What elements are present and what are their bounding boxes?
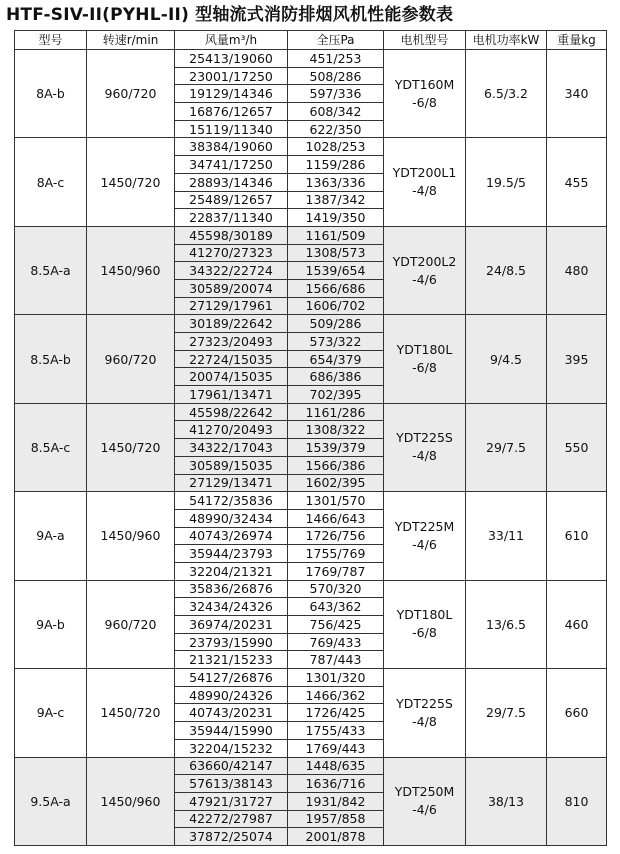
airflow-cell: 21321/15233: [175, 651, 288, 669]
pressure-cell: 654/379: [288, 350, 384, 368]
airflow-cell: 54172/35836: [175, 492, 288, 510]
weight-cell: 395: [547, 315, 607, 403]
airflow-cell: 20074/15035: [175, 368, 288, 386]
table-row: [15, 757, 607, 775]
motor-poles-line: -4/8: [412, 183, 437, 199]
airflow-cell: 15119/11340: [175, 120, 288, 138]
pressure-cell: 622/350: [288, 120, 384, 138]
airflow-cell: 34322/22724: [175, 262, 288, 280]
pressure-cell: 1466/362: [288, 686, 384, 704]
power-cell: 29/7.5: [466, 669, 547, 757]
motor-model-line: YDT180L: [396, 342, 453, 358]
pressure-cell: 787/443: [288, 651, 384, 669]
model-cell: 8A-c: [15, 138, 87, 226]
pressure-cell: 1387/342: [288, 191, 384, 209]
pressure-cell: 1755/769: [288, 545, 384, 563]
airflow-cell: 27129/17961: [175, 297, 288, 315]
motor-cell: [384, 315, 466, 403]
motor-poles-line: -6/8: [412, 360, 437, 376]
pressure-cell: 643/362: [288, 598, 384, 616]
weight-cell: 550: [547, 403, 607, 491]
airflow-cell: 38384/19060: [175, 138, 288, 156]
performance-table: [14, 30, 607, 846]
airflow-cell: 34741/17250: [175, 156, 288, 174]
airflow-cell: 22837/11340: [175, 209, 288, 227]
airflow-cell: 32204/15232: [175, 739, 288, 757]
airflow-cell: 34322/17043: [175, 439, 288, 457]
pressure-cell: 756/425: [288, 616, 384, 634]
pressure-cell: 1363/336: [288, 173, 384, 191]
airflow-cell: 25489/12657: [175, 191, 288, 209]
weight-cell: 660: [547, 669, 607, 757]
airflow-cell: 16876/12657: [175, 103, 288, 121]
pressure-cell: 1028/253: [288, 138, 384, 156]
airflow-cell: 22724/15035: [175, 350, 288, 368]
motor-model-line: YDT225M: [394, 518, 455, 534]
speed-cell: 960/720: [87, 50, 175, 138]
model-cell: 9A-c: [15, 669, 87, 757]
model-cell: 8A-b: [15, 50, 87, 138]
airflow-cell: 47921/31727: [175, 792, 288, 810]
motor-poles-line: -4/6: [412, 271, 437, 287]
weight-cell: 810: [547, 757, 607, 845]
header-row: [15, 31, 607, 50]
pressure-cell: 1301/320: [288, 669, 384, 687]
airflow-cell: 57613/38143: [175, 775, 288, 793]
motor-cell: [384, 403, 466, 491]
motor-cell: [384, 492, 466, 580]
table-row: [15, 492, 607, 510]
airflow-cell: 40743/20231: [175, 704, 288, 722]
motor-model-line: YDT180L: [396, 607, 453, 623]
header-pressure: 全压Pa: [288, 31, 384, 50]
airflow-cell: 35836/26876: [175, 580, 288, 598]
pressure-cell: 1957/858: [288, 810, 384, 828]
airflow-cell: 35944/23793: [175, 545, 288, 563]
table-row: [15, 50, 607, 68]
airflow-cell: 27323/20493: [175, 333, 288, 351]
table-row: [15, 315, 607, 333]
pressure-cell: 1566/686: [288, 279, 384, 297]
table-row: [15, 138, 607, 156]
speed-cell: 1450/720: [87, 138, 175, 226]
pressure-cell: 1566/386: [288, 456, 384, 474]
motor-model-line: YDT200L2: [392, 253, 457, 269]
table-row: [15, 669, 607, 687]
motor-poles-line: -4/8: [412, 448, 437, 464]
airflow-cell: 63660/42147: [175, 757, 288, 775]
header-speed: 转速r/min: [87, 31, 175, 50]
weight-cell: 455: [547, 138, 607, 226]
airflow-cell: 40743/26974: [175, 527, 288, 545]
header-airflow: 风量m³/h: [175, 31, 288, 50]
header-motor: 电机型号: [384, 31, 466, 50]
pressure-cell: 570/320: [288, 580, 384, 598]
pressure-cell: 1159/286: [288, 156, 384, 174]
airflow-cell: 36974/20231: [175, 616, 288, 634]
airflow-cell: 48990/32434: [175, 509, 288, 527]
header-model: 型号: [15, 31, 87, 50]
motor-poles-line: -4/6: [412, 802, 437, 818]
airflow-cell: 30189/22642: [175, 315, 288, 333]
airflow-cell: 25413/19060: [175, 50, 288, 68]
airflow-cell: 28893/14346: [175, 173, 288, 191]
airflow-cell: 41270/27323: [175, 244, 288, 262]
table-row: [15, 226, 607, 244]
airflow-cell: 30589/20074: [175, 279, 288, 297]
airflow-cell: 37872/25074: [175, 828, 288, 846]
airflow-cell: 35944/15990: [175, 722, 288, 740]
motor-model-line: YDT250M: [394, 784, 455, 800]
speed-cell: 1450/720: [87, 403, 175, 491]
pressure-cell: 509/286: [288, 315, 384, 333]
pressure-cell: 1606/702: [288, 297, 384, 315]
pressure-cell: 1636/716: [288, 775, 384, 793]
pressure-cell: 2001/878: [288, 828, 384, 846]
motor-cell: [384, 138, 466, 226]
motor-cell: [384, 50, 466, 138]
header-power: 电机功率kW: [466, 31, 547, 50]
motor-cell: [384, 757, 466, 845]
page-title: HTF-SIV-II(PYHL-II) 型轴流式消防排烟风机性能参数表: [6, 5, 454, 25]
pressure-cell: 1769/443: [288, 739, 384, 757]
pressure-cell: 769/433: [288, 633, 384, 651]
airflow-cell: 19129/14346: [175, 85, 288, 103]
airflow-cell: 23001/17250: [175, 67, 288, 85]
pressure-cell: 1161/286: [288, 403, 384, 421]
airflow-cell: 45598/30189: [175, 226, 288, 244]
airflow-cell: 54127/26876: [175, 669, 288, 687]
airflow-cell: 32204/21321: [175, 562, 288, 580]
motor-poles-line: -4/6: [412, 536, 437, 552]
weight-cell: 610: [547, 492, 607, 580]
speed-cell: 1450/720: [87, 669, 175, 757]
pressure-cell: 1539/379: [288, 439, 384, 457]
table-row: [15, 403, 607, 421]
model-cell: 8.5A-a: [15, 226, 87, 314]
pressure-cell: 451/253: [288, 50, 384, 68]
model-cell: 9A-a: [15, 492, 87, 580]
pressure-cell: 1301/570: [288, 492, 384, 510]
pressure-cell: 702/395: [288, 386, 384, 404]
motor-poles-line: -4/8: [412, 713, 437, 729]
airflow-cell: 23793/15990: [175, 633, 288, 651]
motor-model-line: YDT225S: [396, 430, 453, 446]
power-cell: 33/11: [466, 492, 547, 580]
pressure-cell: 1161/509: [288, 226, 384, 244]
weight-cell: 340: [547, 50, 607, 138]
power-cell: 24/8.5: [466, 226, 547, 314]
pressure-cell: 1448/635: [288, 757, 384, 775]
airflow-cell: 45598/22642: [175, 403, 288, 421]
airflow-cell: 32434/24326: [175, 598, 288, 616]
pressure-cell: 1602/395: [288, 474, 384, 492]
motor-model-line: YDT200L1: [392, 165, 457, 181]
pressure-cell: 1931/842: [288, 792, 384, 810]
pressure-cell: 573/322: [288, 333, 384, 351]
motor-poles-line: -6/8: [412, 94, 437, 110]
motor-model-line: YDT160M: [394, 76, 455, 92]
airflow-cell: 27129/13471: [175, 474, 288, 492]
pressure-cell: 608/342: [288, 103, 384, 121]
table-row: [15, 580, 607, 598]
airflow-cell: 42272/27987: [175, 810, 288, 828]
power-cell: 13/6.5: [466, 580, 547, 668]
table-body: [15, 50, 607, 846]
pressure-cell: 597/336: [288, 85, 384, 103]
power-cell: 29/7.5: [466, 403, 547, 491]
pressure-cell: 1308/322: [288, 421, 384, 439]
model-cell: 9.5A-a: [15, 757, 87, 845]
pressure-cell: 1539/654: [288, 262, 384, 280]
pressure-cell: 1308/573: [288, 244, 384, 262]
pressure-cell: 1755/433: [288, 722, 384, 740]
motor-cell: [384, 580, 466, 668]
model-cell: 8.5A-b: [15, 315, 87, 403]
model-cell: 9A-b: [15, 580, 87, 668]
pressure-cell: 1466/643: [288, 509, 384, 527]
pressure-cell: 1726/425: [288, 704, 384, 722]
pressure-cell: 1726/756: [288, 527, 384, 545]
weight-cell: 480: [547, 226, 607, 314]
speed-cell: 1450/960: [87, 757, 175, 845]
power-cell: 6.5/3.2: [466, 50, 547, 138]
airflow-cell: 17961/13471: [175, 386, 288, 404]
motor-cell: [384, 226, 466, 314]
model-cell: 8.5A-c: [15, 403, 87, 491]
pressure-cell: 1419/350: [288, 209, 384, 227]
motor-cell: [384, 669, 466, 757]
speed-cell: 1450/960: [87, 226, 175, 314]
power-cell: 9/4.5: [466, 315, 547, 403]
motor-poles-line: -6/8: [412, 625, 437, 641]
weight-cell: 460: [547, 580, 607, 668]
airflow-cell: 30589/15035: [175, 456, 288, 474]
pressure-cell: 508/286: [288, 67, 384, 85]
speed-cell: 960/720: [87, 580, 175, 668]
header-weight: 重量kg: [547, 31, 607, 50]
pressure-cell: 686/386: [288, 368, 384, 386]
speed-cell: 1450/960: [87, 492, 175, 580]
airflow-cell: 41270/20493: [175, 421, 288, 439]
power-cell: 19.5/5: [466, 138, 547, 226]
power-cell: 38/13: [466, 757, 547, 845]
pressure-cell: 1769/787: [288, 562, 384, 580]
motor-model-line: YDT225S: [396, 695, 453, 711]
airflow-cell: 48990/24326: [175, 686, 288, 704]
speed-cell: 960/720: [87, 315, 175, 403]
